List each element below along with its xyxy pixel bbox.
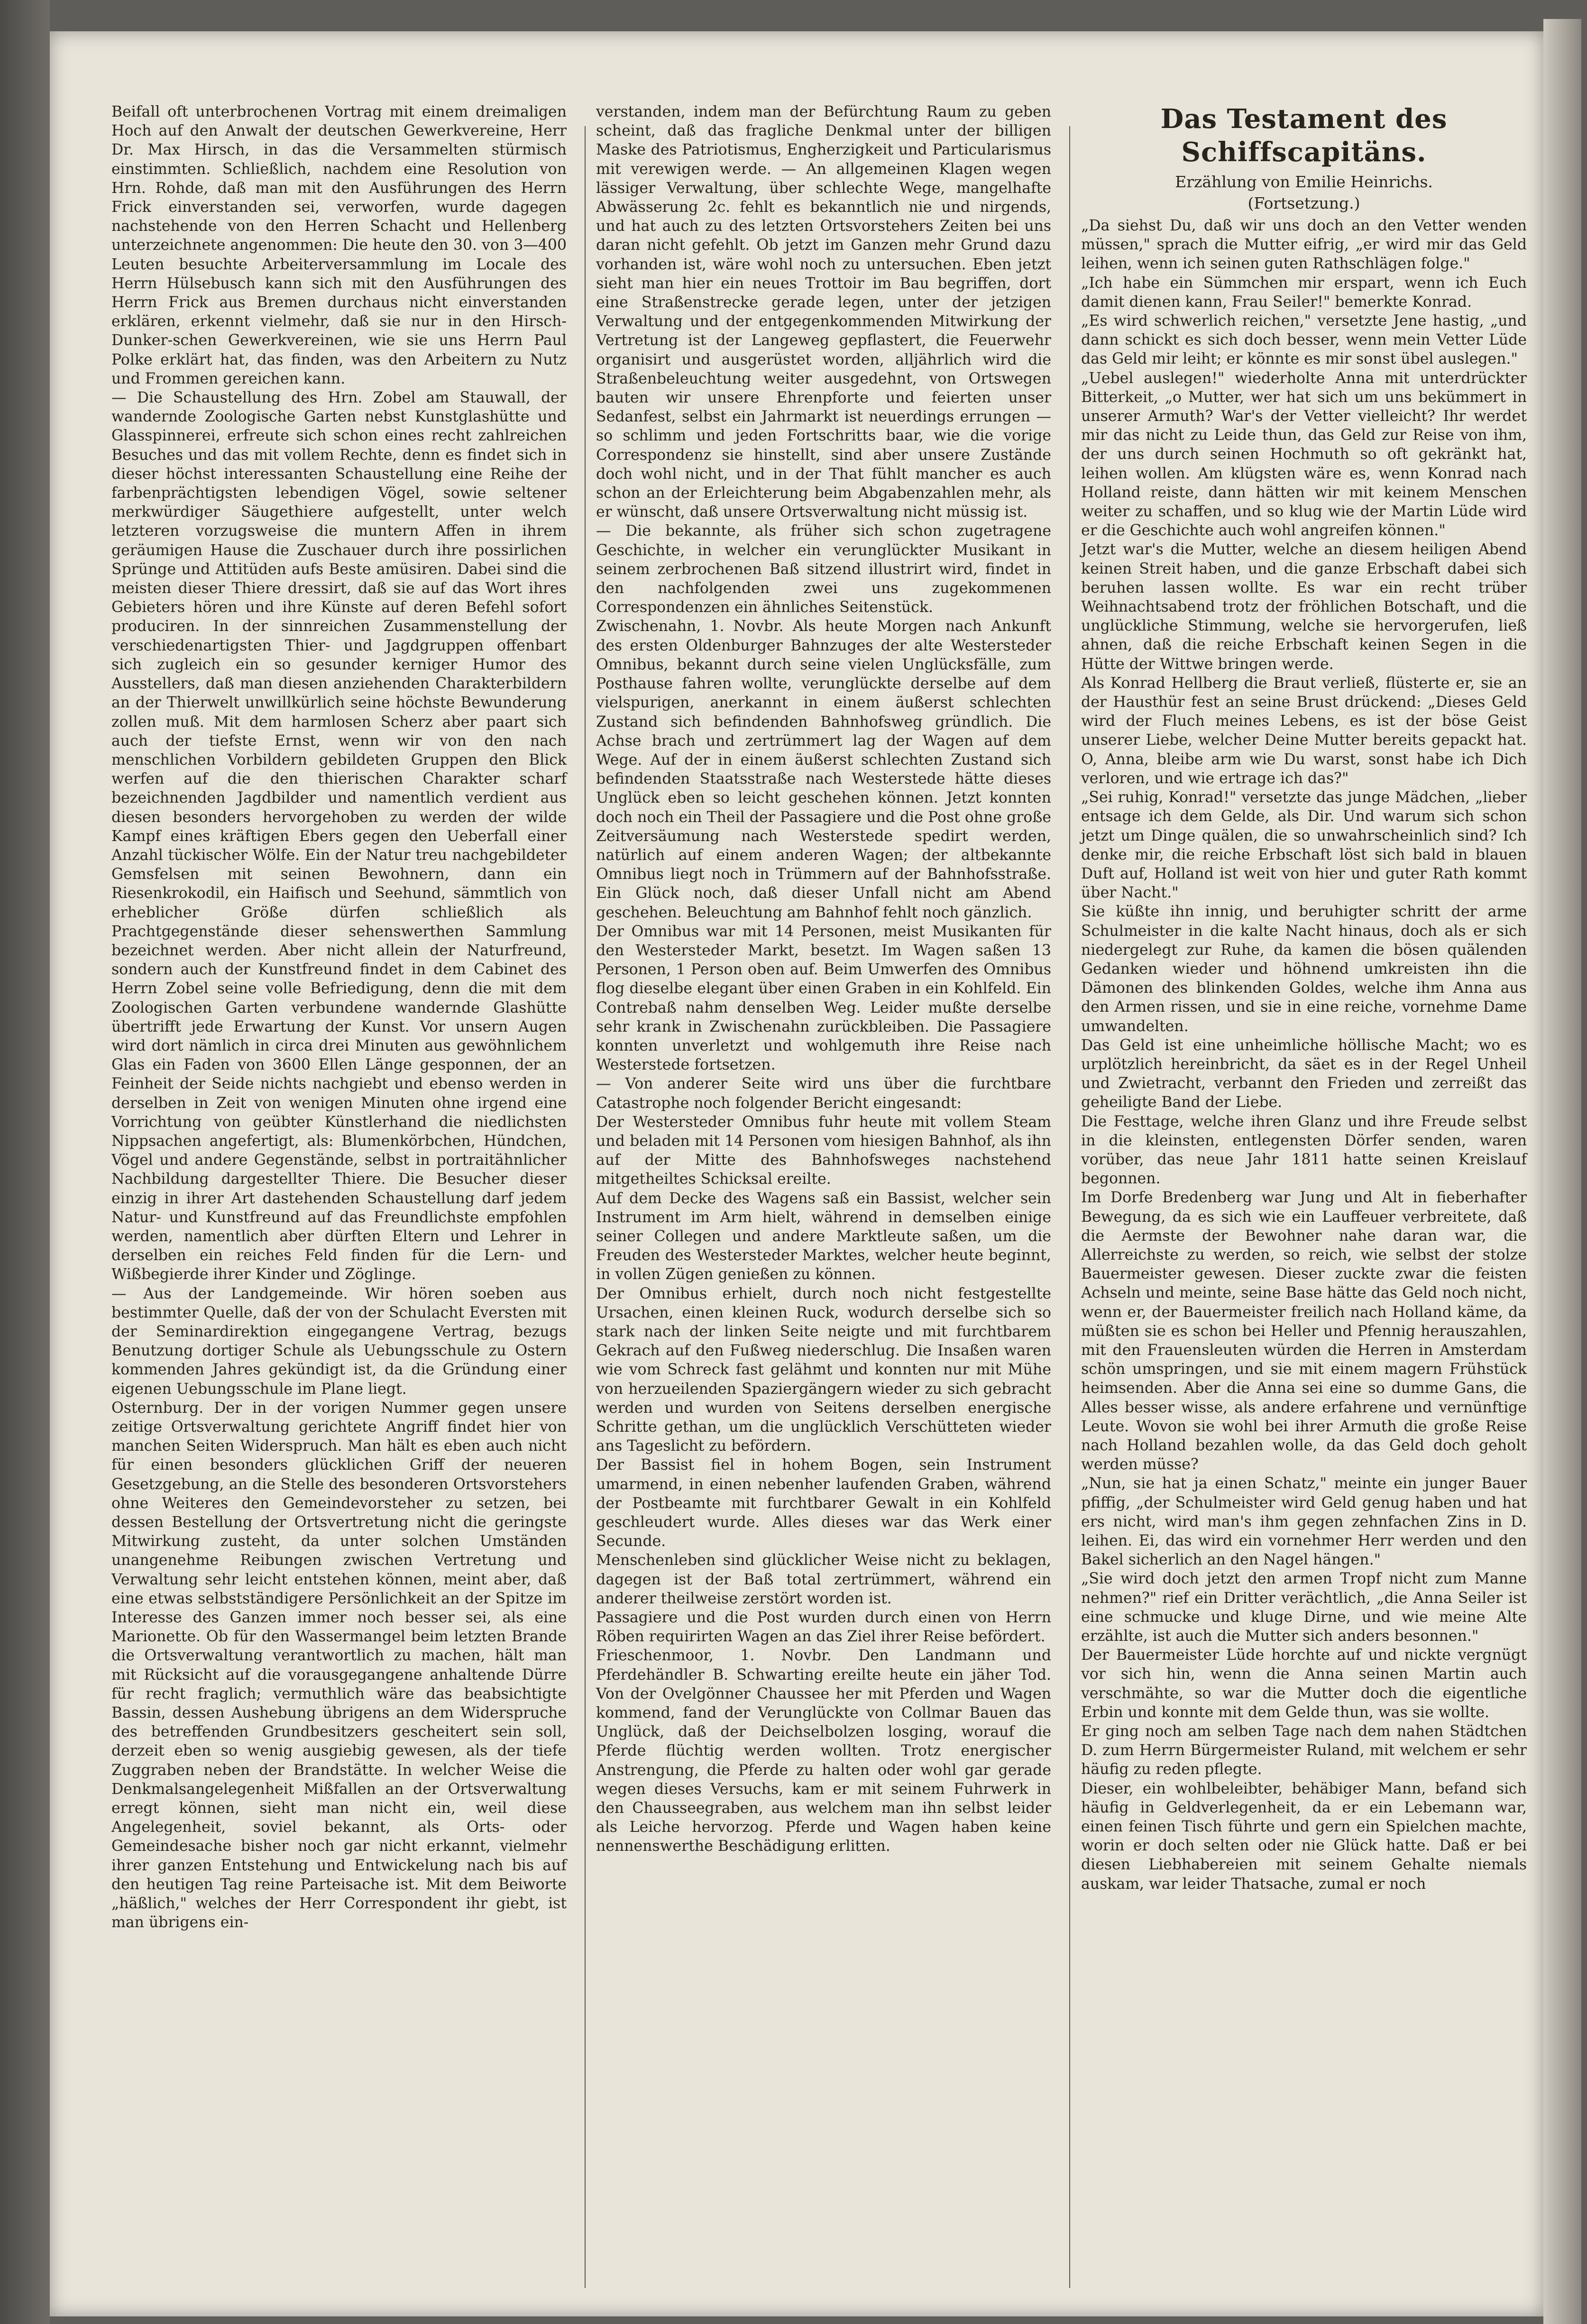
paragraph: „Nun, sie hat ja einen Schatz," meinte ein junger Bauer pfiffig, „der Schulmeister wird Geld genug haben und hat ers nicht, wird man's ihm gegen zehnfachen Zins in D. leihen. Ei, das wird ein vornehmer Herr werden und den Bakel sicherlich an den Nagel hängen." [1081,1475,1527,1569]
paragraph: „Sie wird doch jetzt den armen Tropf nicht zum Manne nehmen?" rief ein Dritter verächtlich, „die Anna Seiler ist eine schmucke und kluge Dirne, und wie meine Alte erzählte, ist auch die Mutter sich anders besonnen." [1081,1570,1527,1645]
paragraph: „Ich habe ein Sümmchen mir erspart, wenn ich Euch damit dienen kann, Frau Seiler!" bemerkte Konrad. [1081,274,1527,311]
article-zoologischer-garten: — Die Schaustellung des Hrn. Zobel am Stauwall, der wandernde Zoologische Garten nebst Kunstglashütte und Glasspinnerei, erfreute sich schon eines recht zahlreichen Besuches und das mit vollem Rechte, denn es findet sich in dieser höchst interessanten Schaustellung eine Reihe der farbenprächtigsten lebendigen Vögel, sowie seltener merkwürdiger Säugethiere aufgestellt, unter welch letzteren vorzugsweise die muntern Affen in ihrem geräumigen Hause die Zuschauer durch ihre possirlichen Sprünge und Attitüden aufs Beste amüsiren. Dabei sind die meisten dieser Thiere dressirt, daß sie auf das Wort ihres Gebieters hören und ihre Künste auf deren Befehl sofort produciren. In der sinnreichen Zusammenstellung der verschiedenartigsten Thier- und Jagdgruppen offenbart sich zugleich ein so gesunder kerniger Humor des Ausstellers, daß man diesen anziehenden Charakterbildern an der Thierwelt unwillkürlich seine höchste Bewunderung zollen muß. Mit dem harmlosen Scherz aber paart sich auch der tiefste Ernst, wenn wir von den nach menschlichen Vorbildern gebildeten Gruppen den Blick werfen auf die den thierischen Charakter scharf bezeichnenden Jagdbilder und namentlich verdient aus diesen besonders hervorgehoben zu werden der wilde Kampf eines kräftigen Ebers gegen den Ueberfall einer Anzahl tückischer Wölfe. Ein der Natur treu nachgebildeter Gemsfelsen mit seinen Bewohnern, dann ein Riesenkrokodil, ein Haifisch und Seehund, sämmtlich von erheblicher Größe dürfen schließlich als Prachtgegenstände dieser sehenswerthen Sammlung bezeichnet werden. Aber nicht allein der Naturfreund, sondern auch der Kunstfreund findet in dem Cabinet des Herrn Zobel seine volle Befriedigung, denn die mit dem Zoologischen Garten verbundene wandernde Glashütte übertrifft jede Erwartung der Kunst. Vor unsern Augen wird dort nämlich in circa drei Minuten aus gewöhnlichem Glas ein Faden von 3600 Ellen Länge gesponnen, der an Feinheit der Seide nichts nachgiebt und ebenso werden in derselben in Zeit von wenigen Minuten ohne irgend eine Vorrichtung von geübter Künstlerhand die niedlichsten Nippsachen angefertigt, als: Blumenkörbchen, Hündchen, Vögel und andere Gegenstände, selbst in portraitähnlicher Nachbildung dargestellter Thiere. Die Besucher dieser einzig in ihrer Art dastehenden Schaustellung darf jedem Natur- und Kunstfreund auf das Freundlichste empfohlen werden, namentlich aber dürften Eltern und Lehrer in derselben ein reiches Feld finden für die Lern- und Wißbegierde ihrer Kinder und Zöglinge. [111,389,567,1283]
paragraph: Die Festtage, welche ihren Glanz und ihre Freude selbst in die kleinsten, entlegensten Dörfer senden, waren vorüber, das neue Jahr 1811 hatte seinen Kreislauf begonnen. [1081,1113,1527,1188]
column-rule [1069,126,1070,2288]
column-right [1081,102,1527,1894]
paragraph: Auf dem Decke des Wagens saß ein Bassist, welcher sein Instrument im Arm hielt, während in demselben einige seiner Collegen und andere Marktleute saßen, um die Freuden des Westersteder Marktes, welcher heute beginnt, in vollen Zügen genießen zu können. [596,1189,1051,1283]
column-rule [585,126,586,2288]
paragraph: — Von anderer Seite wird uns über die furchtbare Catastrophe noch folgender Bericht eingesandt: [596,1075,1051,1112]
paragraph: Im Dorfe Bredenberg war Jung und Alt in fieberhafter Bewegung, da es sich wie ein Lauffeuer verbreitete, daß die Aermste der Bewohner nahe daran war, die Allerreichste zu werden, so reich, wie selbst der stolze Bauermeister gewesen. Dieser zuckte zwar die feisten Achseln und meinte, seine Base hätte das Geld noch nicht, wenn er, der Bauermeister freilich nach Holland käme, da müßten sie es schon bei Heller und Pfennig herauszahlen, mit den Frauensleuten würden die Herren in Amsterdam schön umspringen, und sie mit einem magern Frühstück heimsenden. Aber die Anna sei eine so dumme Gans, die Alles besser wisse, als andere erfahrene und vernünftige Leute. Wovon sie wohl bei ihrer Armuth die große Reise nach Holland bezahlen wolle, da das Geld doch geholt werden müsse? [1081,1189,1527,1473]
paragraph: Er ging noch am selben Tage nach dem nahen Städtchen D. zum Herrn Bürgermeister Ruland, mit welchem er sehr häufig zu reden pflegte. [1081,1723,1527,1778]
paragraph: Der Omnibus erhielt, durch noch nicht festgestellte Ursachen, einen kleinen Ruck, wodurch derselbe sich so stark nach der linken Seite neigte und mit furchtbarem Gekrach auf den Fußweg niederschlug. Die Insaßen waren wie vom Schreck fast gelähmt und konnten nur mit Mühe von herzueilenden Spaziergängern wieder zu sich gebracht werden und wurden von Seitens derselben energische Schritte gethan, um die unglücklich Verschütteten wieder ans Tageslicht zu befördern. [596,1285,1051,1455]
story-continuation: (Fortsetzung.) [1248,194,1360,212]
paragraph: Das Geld ist eine unheimliche höllische Macht; wo es urplötzlich hereinbricht, da säet es in der Regel Unheil und Zwietracht, verbannt den Frieden und zerreißt das geheiligte Band der Liebe. [1081,1036,1527,1111]
paragraph: Sie küßte ihn innig, und beruhigter schritt der arme Schulmeister in die kalte Nacht hinaus, doch als er sich niedergelegt zur Ruhe, da kamen die bösen quälenden Gedanken wieder und höhnend umkreisten ihn die Dämonen des blinkenden Goldes, welche ihm Anna aus den Armen rissen, und sie in eine reiche, vornehme Dame umwandelten. [1081,903,1527,1035]
paragraph: Jetzt war's die Mutter, welche an diesem heiligen Abend keinen Streit haben, und die ganze Erbschaft dabei sich beruhen lassen wollte. Es war ein recht trüber Weihnachtsabend trotz der fröhlichen Botschaft, und die unglückliche Stimmung, welche sie hervorgerufen, ließ ahnen, daß die reiche Erbschaft keinen Segen in die Hütte der Wittwe bringen werde. [1081,541,1527,673]
page-edge [1543,19,1581,2324]
story-title: Das Testament des Schiffscapitäns. [1160,103,1448,168]
article-landgemeinde: — Aus der Landgemeinde. Wir hören soeben aus bestimmter Quelle, daß der von der Schulacht Eversten mit der Seminardirektion eingegangene Vertrag, bezugs Benutzung dortiger Schule als Uebungsschule zu Ostern kommenden Jahres gekündigt ist, da die Gründung einer eigenen Uebungsschule im Plane liegt. [111,1285,567,1398]
scan-left-margin [0,0,50,2324]
article-osternburg-cont: verstanden, indem man der Befürchtung Raum zu geben scheint, daß das fragliche Denkmal unter der billigen Maske des Patriotismus, Engherzigkeit und Particularismus mit verewigen werde. — An allgemeinen Klagen wegen lässiger Verwaltung, über schlechte Wege, mangelhafte Abwässerung 2c. fehlt es bekanntlich nie und nirgends, und hat auch zu des letzten Ortsvorstehers Zeiten bei uns daran nicht gefehlt. Ob jetzt im Ganzen mehr Grund dazu vorhanden ist, wäre wohl noch zu untersuchen. Eben jetzt sieht man hier ein neues Trottoir im Bau begriffen, dort eine Straßenstrecke gerade legen, unter der jetzigen Verwaltung und der entgegenkommenden Mitwirkung der Vertretung ist der Langeweg gepflastert, die Feuerwehr organisirt und ausgerüstet worden, alljährlich wird die Straßenbeleuchtung weiter ausgedehnt, von Ortswegen bauten wir unsere Ehrenpforte und feierten unser Sedanfest, selbst ein Jahrmarkt ist neuerdings errungen — so schlimm und jeden Fortschritts baar, wie die vorige Correspondenz sie hinstellt, sind aber unsere Zustände doch wohl nicht, und in der That fühlt mancher es auch schon an der Erleichterung beim Abgabenzahlen mehr, als er wünscht, daß unsere Ortsverwaltung nicht müssig ist. [596,103,1051,521]
story-author: Erzählung von Emilie Heinrichs. [1175,173,1433,191]
paragraph: Der Bassist fiel in hohem Bogen, sein Instrument umarmend, in einen nebenher laufenden Graben, während der Postbeamte mit furchtbarer Gewalt in ein Kohlfeld geschleudert wurde. Alles dieses war das Werk einer Secunde. [596,1456,1051,1550]
paragraph: Dieser, ein wohlbeleibter, behäbiger Mann, befand sich häufig in Geldverlegenheit, da er ein Lebemann war, einen feinen Tisch führte und gern ein Spielchen machte, worin er doch selten oder nie Glück hatte. Daß er bei diesen Liebhabereien mit seinem Gehalte niemals auskam, war leider Thatsache, zumal er noch [1081,1780,1527,1893]
paragraph: „Sei ruhig, Konrad!" versetzte das junge Mädchen, „lieber entsage ich dem Gelde, als Dir. Und warum sich schon jetzt um Dinge quälen, die so unwahrscheinlich sind? Ich denke mir, die reiche Erbschaft löst sich bald in blauen Duft auf, Holland ist weit von hier und guter Rath kommt über Nacht." [1081,789,1527,902]
column-left [111,102,567,1932]
paragraph: Als Konrad Hellberg die Braut verließ, flüsterte er, sie an der Hausthür fest an seine Brust drückend: „Dieses Geld wird der Fluch meines Lebens, es ist der böse Geist unserer Liebe, welcher Deine Mutter bereits gepackt hat. O, Anna, bleibe arm wie Du warst, sonst habe ich Dich verloren, und wie ertrage ich das?" [1081,674,1527,787]
paragraph: „Da siehst Du, daß wir uns doch an den Vetter wenden müssen," sprach die Mutter eifrig, „er wird mir das Geld leihen, wenn ich seinen guten Rathschlägen folge." [1081,217,1527,273]
article-zerbrochener-bass: — Die bekannte, als früher sich schon zugetragene Geschichte, in welcher ein verunglückter Musikant in seinem zerbrochenen Baß sitzend illustrirt wird, findet in den nachfolgenden zwei uns zugekommenen Correspondenzen ein ähnliches Seitenstück. [596,522,1051,616]
paragraph: Menschenleben sind glücklicher Weise nicht zu beklagen, dagegen ist der Baß total zertrümmert, während ein anderer theilweise zerstört worden ist. [596,1552,1051,1607]
paragraph: Der Bauermeister Lüde horchte auf und nickte vergnügt vor sich hin, wenn die Anna seinen Martin auch verschmähte, so war die Mutter doch die eigentliche Erbin und konnte mit dem Gelde thun, was sie wollte. [1081,1647,1527,1721]
paragraph: Passagiere und die Post wurden durch einen von Herrn Röben requirirten Wagen an das Ziel ihrer Reise befördert. [596,1609,1051,1646]
article-frieschenmoor: Frieschenmoor, 1. Novbr. Den Landmann und Pferdehändler B. Schwarting ereilte heute ein jäher Tod. Von der Ovelgönner Chaussee her mit Pferden und Wagen kommend, fand der Verunglückte von Collmar Bauen das Unglück, daß der Deichselbolzen losging, worauf die Pferde flüchtig werden wollten. Trotz energischer Anstrengung, die Pferde zu halten oder wohl gar gerade wegen dieses Versuchs, kam er mit seinem Fuhrwerk in den Chausseegraben, aus welchem man ihn selbst leider als Leiche hervorzog. Pferde und Wagen haben keine nennenswerthe Beschädigung erlitten. [596,1647,1051,1855]
paragraph: Der Westersteder Omnibus fuhr heute mit vollem Steam und beladen mit 14 Personen vom hiesigen Bahnhof, als ihn auf der Mitte des Bahnhofsweges nachstehend mitgetheiltes Schicksal ereilte. [596,1113,1051,1188]
paragraph: Der Omnibus war mit 14 Personen, meist Musikanten für den Westersteder Markt, besetzt. Im Wagen saßen 13 Personen, 1 Person oben auf. Beim Umwerfen des Omnibus flog dieselbe elegant über einen Graben in ein Kohlfeld. Ein Contrebaß nahm denselben Weg. Leider mußte derselbe sehr krank in Zwischenahn zurückbleiben. Die Passagiere konnten unverletzt und wohlgemuth ihre Reise nach Westerstede fortsetzen. [596,923,1051,1074]
article-zwischenahn: Zwischenahn, 1. Novbr. Als heute Morgen nach Ankunft des ersten Oldenburger Bahnzuges der alte Westersteder Omnibus, bekannt durch seine vielen Unglücksfälle, zum Posthause fahren wollte, verunglückte derselbe auf dem vielspurigen, anerkannt in einem äußerst schlechten Zustand sich befindenden Bahnhofsweg gründlich. Die Achse brach und zertrümmert lag der Wagen auf dem Wege. Auf der in einem äußerst schlechten Zustand sich befindenden Staatsstraße nach Westerstede hätte dieses Unglück eben so leicht geschehen können. Jetzt konnten doch noch ein Theil der Passagiere und die Post ohne große Zeitversäumung nach Westerstede spedirt werden, natürlich auf einem anderen Wagen; der altbekannte Omnibus liegt noch in Trümmern auf der Bahnhofsstraße. Ein Glück noch, daß dieser Unfall nicht am Abend geschehen. Beleuchtung am Bahnhof fehlt noch gänzlich. [596,618,1051,921]
paragraph: „Es wird schwerlich reichen," versetzte Jene hastig, „und dann schickt es sich doch besser, wenn mein Vetter Lüde das Geld mir leiht; er könnte es mir sonst übel auslegen." [1081,312,1527,368]
column-middle [596,102,1051,1856]
article-osternburg: Osternburg. Der in der vorigen Nummer gegen unsere zeitige Ortsverwaltung gerichtete Angriff findet hier von manchen Seiten Widerspruch. Man hält es eben auch nicht für einen besonders glücklichen Griff der neueren Gesetzgebung, an die Stelle des besonderen Ortsvorstehers ohne Weiteres den Gemeindevorsteher zu setzen, bei dessen Bestellung der Ortsvertretung nicht die geringste Mitwirkung zusteht, da unter solchen Umständen unangenehme Reibungen zwischen Vertretung und Verwaltung sehr leicht entstehen können, meint aber, daß eine etwas selbstständigere Persönlichkeit an der Spitze im Interesse des Ganzen immer noch besser sei, als eine Marionette. Ob für den Wassermangel beim letzten Brande die Ortsverwaltung verantwortlich zu machen, hält man mit Rücksicht auf die vorausgegangene anhaltende Dürre für recht fraglich; vermuthlich wäre das beabsichtigte Bassin, dessen Aushebung übrigens an dem Widerspruche des betreffenden Grundbesitzers gescheitert sein soll, derzeit eben so wenig ausgiebig gewesen, als der tiefe Zuggraben neben der Brandstätte. In welcher Weise die Denkmalsangelegenheit Mißfallen an der Ortsverwaltung erregt können, sieht man nicht ein, weil diese Angelegenheit, soviel bekannt, als Orts- oder Gemeindesache bisher noch gar nicht erkannt, vielmehr ihrer ganzen Entstehung und Entwickelung nach bis auf den heutigen Tag reine Parteisache ist. Mit dem Beiworte „häßlich," welches der Herr Correspondent ihr giebt, ist man übrigens ein- [111,1399,567,1931]
paragraph: „Uebel auslegen!" wiederholte Anna mit unterdrückter Bitterkeit, „o Mutter, wer hat sich um uns bekümmert in unserer Armuth? War's der Vetter vielleicht? Ihr werdet mir das nicht zu Leide thun, das Geld zur Reise von ihm, der uns durch seinen Hochmuth so oft gekränkt hat, leihen wollen. Am klügsten wäre es, wenn Konrad nach Holland reiste, dann hätten wir mit keinem Menschen weiter zu schaffen, und so klug wie der Martin Lüde wird er die Geschichte auch wohl angreifen können." [1081,369,1527,540]
article-arbeiterversammlung: Beifall oft unterbrochenen Vortrag mit einem dreimaligen Hoch auf den Anwalt der deutschen Gewerkvereine, Herr Dr. Max Hirsch, in das die Versammelten stürmisch einstimmten. Schließlich, nachdem eine Resolution von Hrn. Rohde, daß man mit den Ausführungen des Herrn Frick einverstanden sei, verworfen, wurde dagegen nachstehende von den Herren Schacht und Hellenberg unterzeichnete angenommen: Die heute den 30. von 3—400 Leuten besuchte Arbeiterversammlung im Locale des Herrn Hülsebusch kann sich mit den Ausführungen des Herrn Frick aus Bremen durchaus nicht einverstanden erklären, erkennt vielmehr, daß sie nur in den Hirsch-Dunker-schen Gewerkvereinen, wie sie uns Herrn Paul Polke erklärt hat, das finden, was den Arbeitern zu Nutz und Frommen gereichen kann. [111,103,567,387]
newspaper-page [50,31,1543,2316]
